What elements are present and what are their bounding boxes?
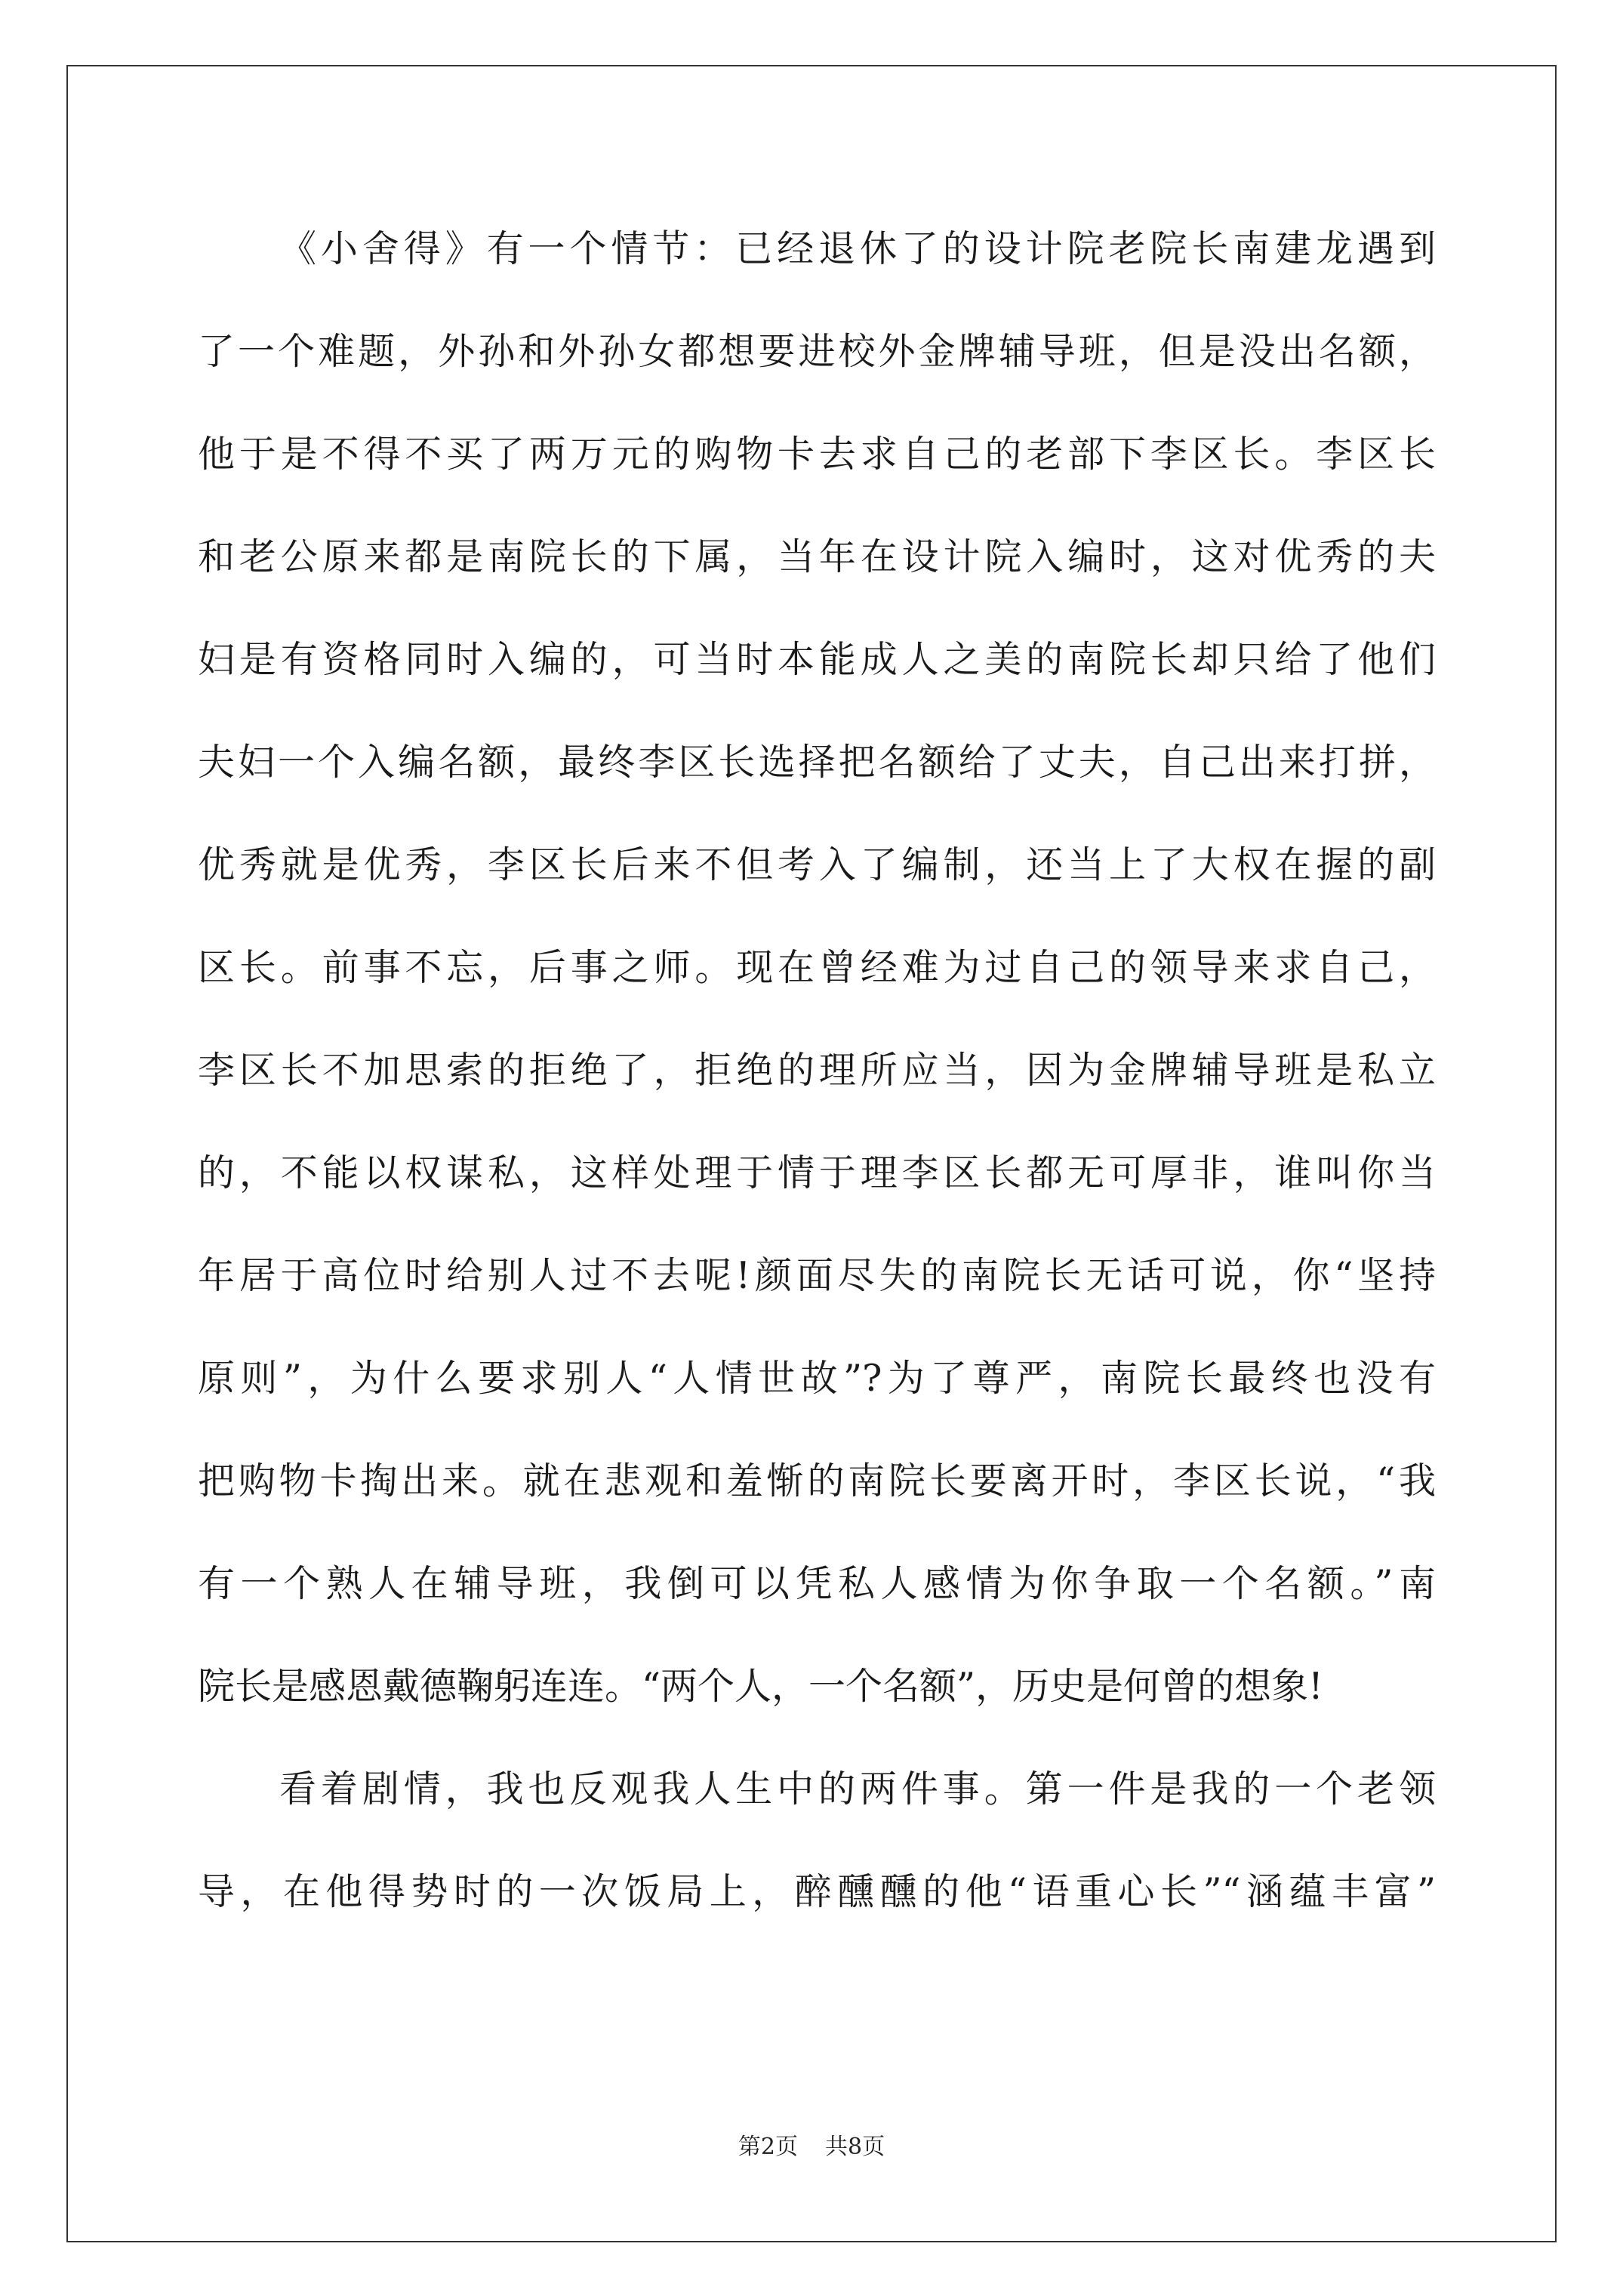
page-footer: [0, 2132, 1623, 2162]
paragraph-line: 妇是有资格同时入编的，可当时本能成人之美的南院长却只给了他们: [198, 638, 1436, 681]
paragraph-line: 看着剧情，我也反观我人生中的两件事。第一件是我的一个老领: [279, 1767, 1436, 1811]
paragraph-line: 了一个难题，外孙和外孙女都想要进校外金牌辅导班，但是没出名额，: [198, 330, 1436, 373]
paragraph-line: 院长是感恩戴德鞠躬连连。“两个人，一个名额”，历史是何曾的想象!: [198, 1665, 1323, 1708]
paragraph-line: 的，不能以权谋私，这样处理于情于理李区长都无可厚非，谁叫你当: [198, 1151, 1436, 1194]
paragraph-line: 优秀就是优秀，李区长后来不但考入了编制，还当上了大权在握的副: [198, 843, 1436, 886]
paragraph-line: 原则”，为什么要求别人“人情世故”?为了尊严，南院长最终也没有: [198, 1357, 1436, 1400]
paragraph-line: 夫妇一个入编名额，最终李区长选择把名额给了丈夫，自己出来打拼，: [198, 741, 1436, 784]
paragraph-line: 年居于高位时给别人过不去呢!颜面尽失的南院长无话可说，你“坚持: [198, 1254, 1436, 1297]
paragraph-line: 《小舍得》有一个情节：已经退休了的设计院老院长南建龙遇到: [279, 227, 1436, 270]
paragraph-line: 导，在他得势时的一次饭局上，醉醺醺的他“语重心长”“涵蕴丰富”: [198, 1870, 1436, 1913]
paragraph-line: 有一个熟人在辅导班，我倒可以凭私人感情为你争取一个名额。”南: [198, 1562, 1436, 1605]
paragraph-line: 区长。前事不忘，后事之师。现在曾经难为过自己的领导来求自己，: [198, 946, 1436, 989]
paragraph-line: 他于是不得不买了两万元的购物卡去求自己的老部下李区长。李区长: [198, 433, 1436, 476]
page-number: 第2页: [738, 2134, 798, 2160]
paragraph-line: 把购物卡掏出来。就在悲观和羞惭的南院长要离开时，李区长说，“我: [198, 1459, 1436, 1502]
paragraph-line: 李区长不加思索的拒绝了，拒绝的理所应当，因为金牌辅导班是私立: [198, 1049, 1436, 1092]
page-total: 共8页: [825, 2134, 885, 2160]
paragraph-line: 和老公原来都是南院长的下属，当年在设计院入编时，这对优秀的夫: [198, 535, 1436, 578]
document-body: [198, 213, 1436, 1959]
